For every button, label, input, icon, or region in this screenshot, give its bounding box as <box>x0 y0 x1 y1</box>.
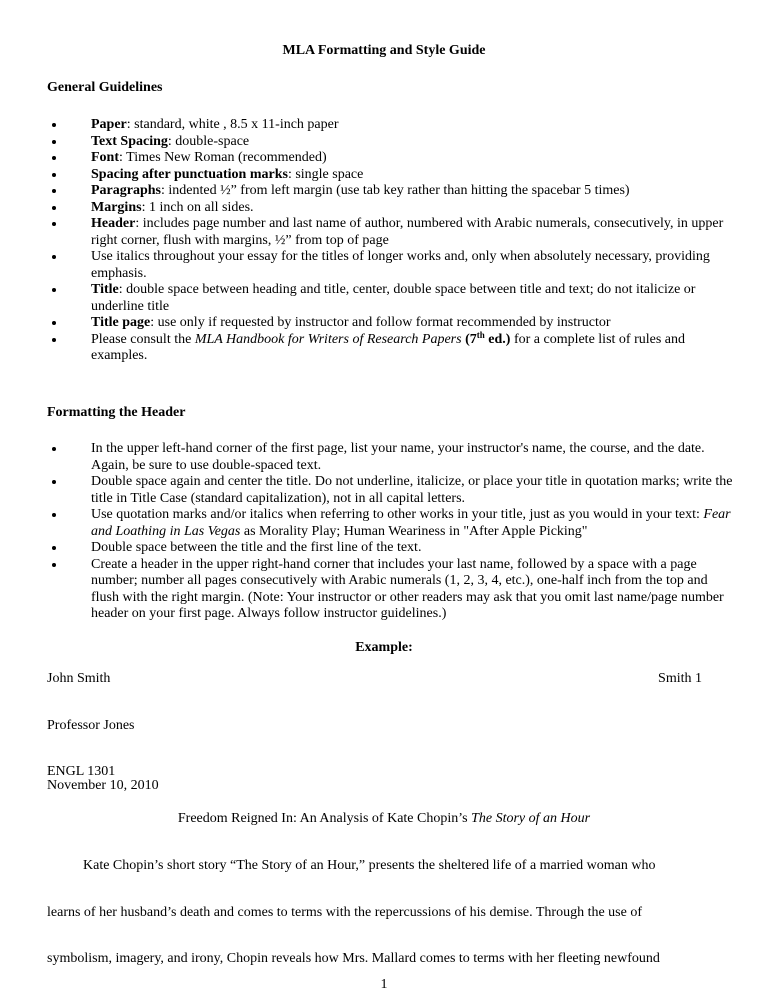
bullet-icon <box>52 288 56 292</box>
bullet-icon <box>52 480 56 484</box>
example-label: Example: <box>355 640 413 655</box>
list-item: Margins: 1 inch on all sides. <box>47 200 737 217</box>
list-item: Text Spacing: double-space <box>47 134 737 151</box>
list-item: Paragraphs: indented ½” from left margin (use tab key rather than hitting the spacebar 5 times) <box>47 183 737 200</box>
example-essay-title: Freedom Reigned In: An Analysis of Kate Chopin’s The Story of an Hour <box>177 811 591 826</box>
example-course: ENGL 1301 <box>47 764 116 779</box>
example-body-line: Kate Chopin’s short story “The Story of an Hour,” presents the sheltered life of a married woman who <box>83 858 656 873</box>
list-item: Please consult the MLA Handbook for Writers of Research Papers (7th ed.) for a complete list of rules and examples. <box>47 332 737 365</box>
list-item: Double space again and center the title. Do not underline, italicize, or place your title in quotation marks; write the title in Title Case (standard capitalization), not in all capital letters. <box>47 474 737 507</box>
general-guidelines-list <box>47 117 737 365</box>
list-item: Title page: use only if requested by instructor and follow format recommended by instructor <box>47 315 737 332</box>
bullet-icon <box>52 338 56 342</box>
bullet-icon <box>52 123 56 127</box>
document-title: MLA Formatting and Style Guide <box>282 43 486 58</box>
bullet-icon <box>52 140 56 144</box>
list-item: Font: Times New Roman (recommended) <box>47 150 737 167</box>
bullet-icon <box>52 321 56 325</box>
list-item: Use quotation marks and/or italics when referring to other works in your title, just as you would in your text: Fear and Loathing in Las Vegas as Morality Play; Human Weariness in "After Apple Picking" <box>47 507 737 540</box>
example-body-line: symbolism, imagery, and irony, Chopin reveals how Mrs. Mallard comes to terms with her fleeting newfound <box>47 951 660 966</box>
bullet-icon <box>52 222 56 226</box>
list-item: Header: includes page number and last name of author, numbered with Arabic numerals, consecutively, in upper right corner, flush with margins, ½” from top of page <box>47 216 737 249</box>
list-item: In the upper left-hand corner of the first page, list your name, your instructor's name, the course, and the date. Again, be sure to use double-spaced text. <box>47 441 737 474</box>
list-item: Create a header in the upper right-hand corner that includes your last name, followed by a space with a page number; number all pages consecutively with Arabic numerals (1, 2, 3, 4, etc.), one-half inch from the top and flush with the right margin. (Note: Your instructor or other readers may ask that you omit last name/page number header on your first page. Always follow instructor guidelines.) <box>47 557 737 623</box>
list-item: Use italics throughout your essay for the titles of longer works and, only when absolutely necessary, providing emphasis. <box>47 249 737 282</box>
example-body-line: learns of her husband’s death and comes to terms with the repercussions of his demise. Through the use of <box>47 905 642 920</box>
bullet-icon <box>52 156 56 160</box>
bullet-icon <box>52 189 56 193</box>
handbook-title: MLA Handbook for Writers of Research Papers <box>194 331 462 347</box>
list-item: Title: double space between heading and title, center, double space between title and text; do not italicize or underline title <box>47 282 737 315</box>
example-running-head: Smith 1 <box>658 671 702 686</box>
list-item: Double space between the title and the first line of the text. <box>47 540 737 557</box>
formatting-header-heading: Formatting the Header <box>47 405 186 420</box>
example-date: November 10, 2010 <box>47 778 159 793</box>
bullet-icon <box>52 513 56 517</box>
bullet-icon <box>52 173 56 177</box>
bullet-icon <box>52 206 56 210</box>
formatting-header-list <box>47 441 737 623</box>
general-guidelines-heading: General Guidelines <box>47 80 163 95</box>
list-item: Paper: standard, white , 8.5 x 11-inch paper <box>47 117 737 134</box>
bullet-icon <box>52 563 56 567</box>
example-professor: Professor Jones <box>47 718 135 733</box>
bullet-icon <box>52 255 56 259</box>
bullet-icon <box>52 447 56 451</box>
bullet-icon <box>52 546 56 550</box>
example-author-name: John Smith <box>47 671 111 686</box>
list-item: Spacing after punctuation marks: single space <box>47 167 737 184</box>
page-number: 1 <box>380 977 388 992</box>
